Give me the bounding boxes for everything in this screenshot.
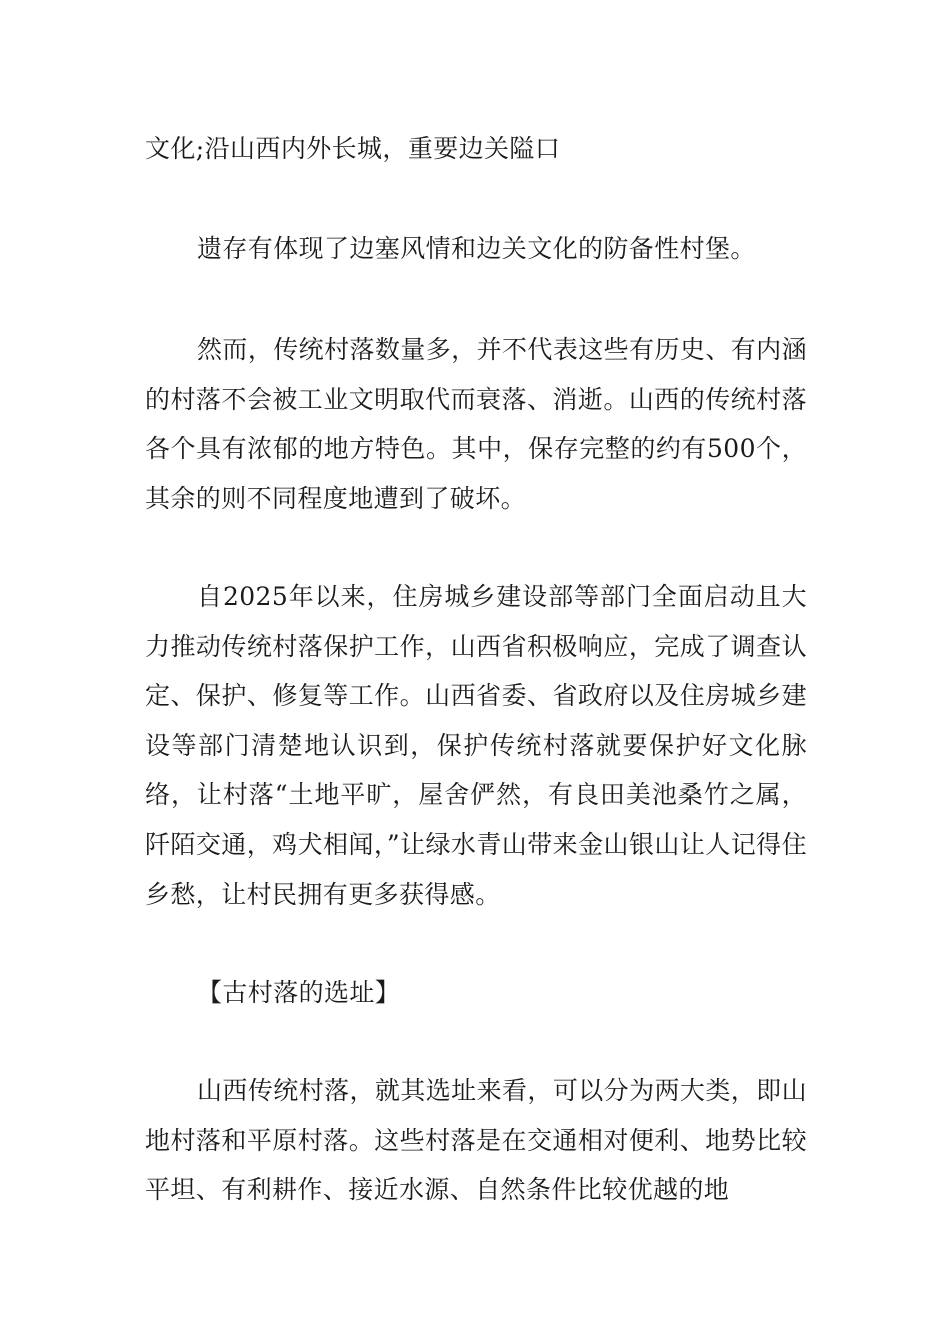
- paragraph-continuation: 文化;沿山西内外长城，重要边关隘口: [145, 134, 561, 163]
- paragraph-border-forts: 遗存有体现了边塞风情和边关文化的防备性村堡。: [197, 234, 756, 263]
- paragraph-village-decline: 然而，传统村落数量多，并不代表这些有历史、有内涵的村落不会被工业文明取代而衰落、消逝。山西的传统村落各个具有浓郁的地方特色。其中，保存完整的约有500个，其余的则不同程度地遭到了破坏。: [145, 335, 807, 513]
- paragraph-site-selection: 山西传统村落，就其选址来看，可以分为两大类，即山地村落和平原村落。这些村落是在交通相对便利、地势比较平坦、有利耕作、接近水源、自然条件比较优越的地: [145, 1076, 807, 1205]
- section-heading-site-selection: 【古村落的选址】: [197, 978, 401, 1007]
- paragraph-protection-work: 自2025年以来，住房城乡建设部等部门全面启动且大力推动传统村落保护工作，山西省积极响应，完成了调查认定、保护、修复等工作。山西省委、省政府以及住房城乡建设等部门清楚地认识到，保护传统村落就要保护好文化脉络，让村落“土地平旷，屋舍俨然，有良田美池桑竹之属，阡陌交通，鸡犬相闻，”让绿水青山带来金山银山让人记得住乡愁，让村民拥有更多获得感。: [145, 582, 807, 909]
